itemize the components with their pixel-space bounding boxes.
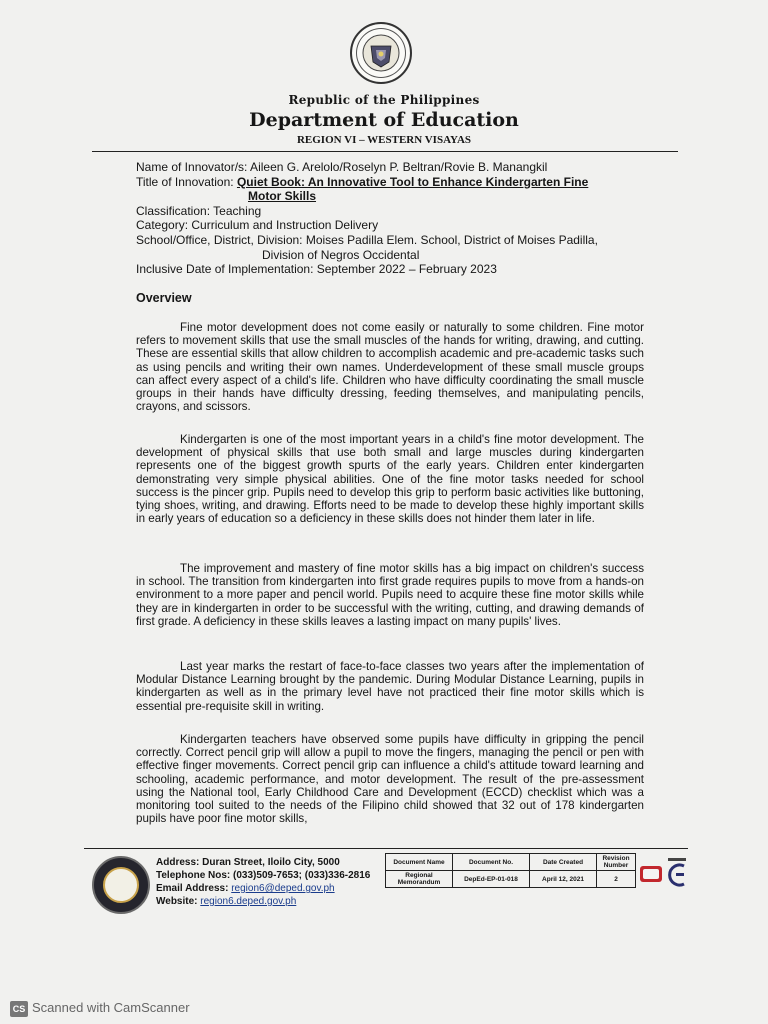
- paragraph-text: Fine motor development does not come easily or naturally to some children. Fine motor refers to movement skills that use the small muscles of the hands for writing, drawing, and cutting. These are essential skills that allow children to accomplish academic and pre-academic tasks such as using pencils and writing their own names. Underdevelopment of these small muscle groups can affect every aspect of a child's life. Children who have difficulty coordinating the small muscle groups in their hands have difficulty dressing, feeding themselves, and manipulating pencils, crayons, and scissors.: [136, 321, 644, 414]
- overview-paragraph-1: [136, 321, 644, 413]
- title-line: [136, 175, 656, 190]
- table-header-cell: Date Created: [530, 854, 597, 871]
- region-heading: REGION VI – WESTERN VISAYAS: [296, 134, 472, 146]
- header-divider: [92, 151, 678, 152]
- title-label: Title of Innovation:: [136, 174, 237, 189]
- document-info-table: [385, 853, 636, 888]
- email-label: Email Address:: [156, 883, 232, 894]
- telephone-line: Telephone Nos: (033)509-7653; (033)336-2816: [156, 870, 371, 881]
- dates-line: Inclusive Date of Implementation: September 2022 – February 2023: [136, 262, 497, 277]
- overview-heading: Overview: [136, 291, 192, 305]
- overview-paragraph-2: [136, 433, 644, 525]
- title-line-cont: [136, 189, 656, 204]
- website-label: Website:: [156, 896, 201, 907]
- footer-divider: [84, 848, 688, 849]
- email-line: [156, 882, 370, 895]
- camscanner-logo-icon: CS: [10, 1001, 28, 1017]
- school-line: School/Office, District, Division: Moises Padilla Elem. School, District of Moises Padilla,: [136, 232, 598, 247]
- overview-paragraph-5: [136, 733, 644, 825]
- logo-center: [103, 867, 139, 903]
- title-value-cont: Motor Skills: [248, 189, 317, 204]
- innovation-info: [136, 160, 656, 277]
- deped-seal-logo: [350, 22, 412, 84]
- overview-paragraph-4: [136, 660, 644, 713]
- table-row: [386, 871, 636, 888]
- paragraph-text: The improvement and mastery of fine motor skills has a big impact on children's success in school. The transition from kindergarten into first grade requires pupils to move from a hands-on environment to a more paper and pencil world. Pupils need to acquire these fine motor skills while they are in kindergarten in order to be successful with the writing, cutting, and drawing demands of first grade. A deficiency in these skills leaves a lasting impact on many pupils' lives.: [136, 562, 644, 628]
- overview-paragraph-3: [136, 562, 644, 628]
- table-cell: DepEd-EP-01-018: [453, 871, 530, 888]
- table-header-cell: Document Name: [386, 854, 453, 871]
- certification-badges-icon: [640, 856, 690, 896]
- school-line-cont: Division of Negros Occidental: [262, 247, 420, 262]
- table-cell: 2: [597, 871, 636, 888]
- paragraph-text: Kindergarten teachers have observed some pupils have difficulty in gripping the pencil correctly. Correct pencil grip will allow a pupil to move the fingers, managing the pencil or pen with effective finger movements. Correct pencil grip can influence a child's attitude toward learning and schooling, academic performance, and motor development. The result of the pre-assessment using the National tool, Early Childhood Care and Development (ECCD) checklist which was a monitoring tool suited to the needs of the Filipino child showed that 32 out of 178 kindergarten pupils have poor fine motor skills,: [136, 733, 644, 826]
- camscanner-watermark: [10, 1000, 190, 1017]
- address-line: Address: Duran Street, Iloilo City, 5000: [156, 857, 340, 868]
- title-value: Quiet Book: An Innovative Tool to Enhance Kindergarten Fine: [236, 174, 589, 189]
- department-heading: Department of Education: [249, 109, 519, 131]
- table-cell: April 12, 2021: [530, 871, 597, 888]
- footer-address: [156, 856, 370, 908]
- paragraph-text: Kindergarten is one of the most important years in a child's fine motor development. The development of physical skills that use both small and large muscles during kindergarten represents one of the biggest growth spurts of the early years. Children enter kindergarten demonstrating very simple physical abilities. One of the fine motor tasks needed for school success is the pincer grip. Pupils need to develop this grip to perform basic activities like buttoning, tying shoes, writing, and drawing. Efforts need to be made to develop these highly important skills in early years of education so a deficiency in these skills does not hinder them later in life.: [136, 433, 644, 526]
- regional-office-logo: [92, 856, 150, 914]
- innovators-line: Name of Innovator/s: Aileen G. Arelolo/Roselyn P. Beltran/Rovie B. Manangkil: [136, 160, 548, 174]
- category-line: Category: Curriculum and Instruction Delivery: [136, 218, 379, 233]
- table-header-cell: Revision Number: [597, 854, 636, 871]
- paragraph-text: Last year marks the restart of face-to-face classes two years after the implementation of Modular Distance Learning brought by the pandemic. During Modular Distance Learning, pupils in kindergarten as well as in the primary level have not practiced their fine motor skills which is essential pre-requisite skill in writing.: [136, 660, 644, 713]
- camscanner-label: Scanned with CamScanner: [32, 1000, 190, 1015]
- website-line: [156, 895, 370, 908]
- classification-line: Classification: Teaching: [136, 203, 262, 218]
- table-cell: Regional Memorandum: [386, 871, 453, 888]
- table-header-row: [386, 854, 636, 871]
- email-link[interactable]: region6@deped.gov.ph: [231, 883, 335, 894]
- republic-heading: Republic of the Philippines: [288, 93, 480, 107]
- table-header-cell: Document No.: [453, 854, 530, 871]
- website-link[interactable]: region6.deped.gov.ph: [200, 896, 297, 907]
